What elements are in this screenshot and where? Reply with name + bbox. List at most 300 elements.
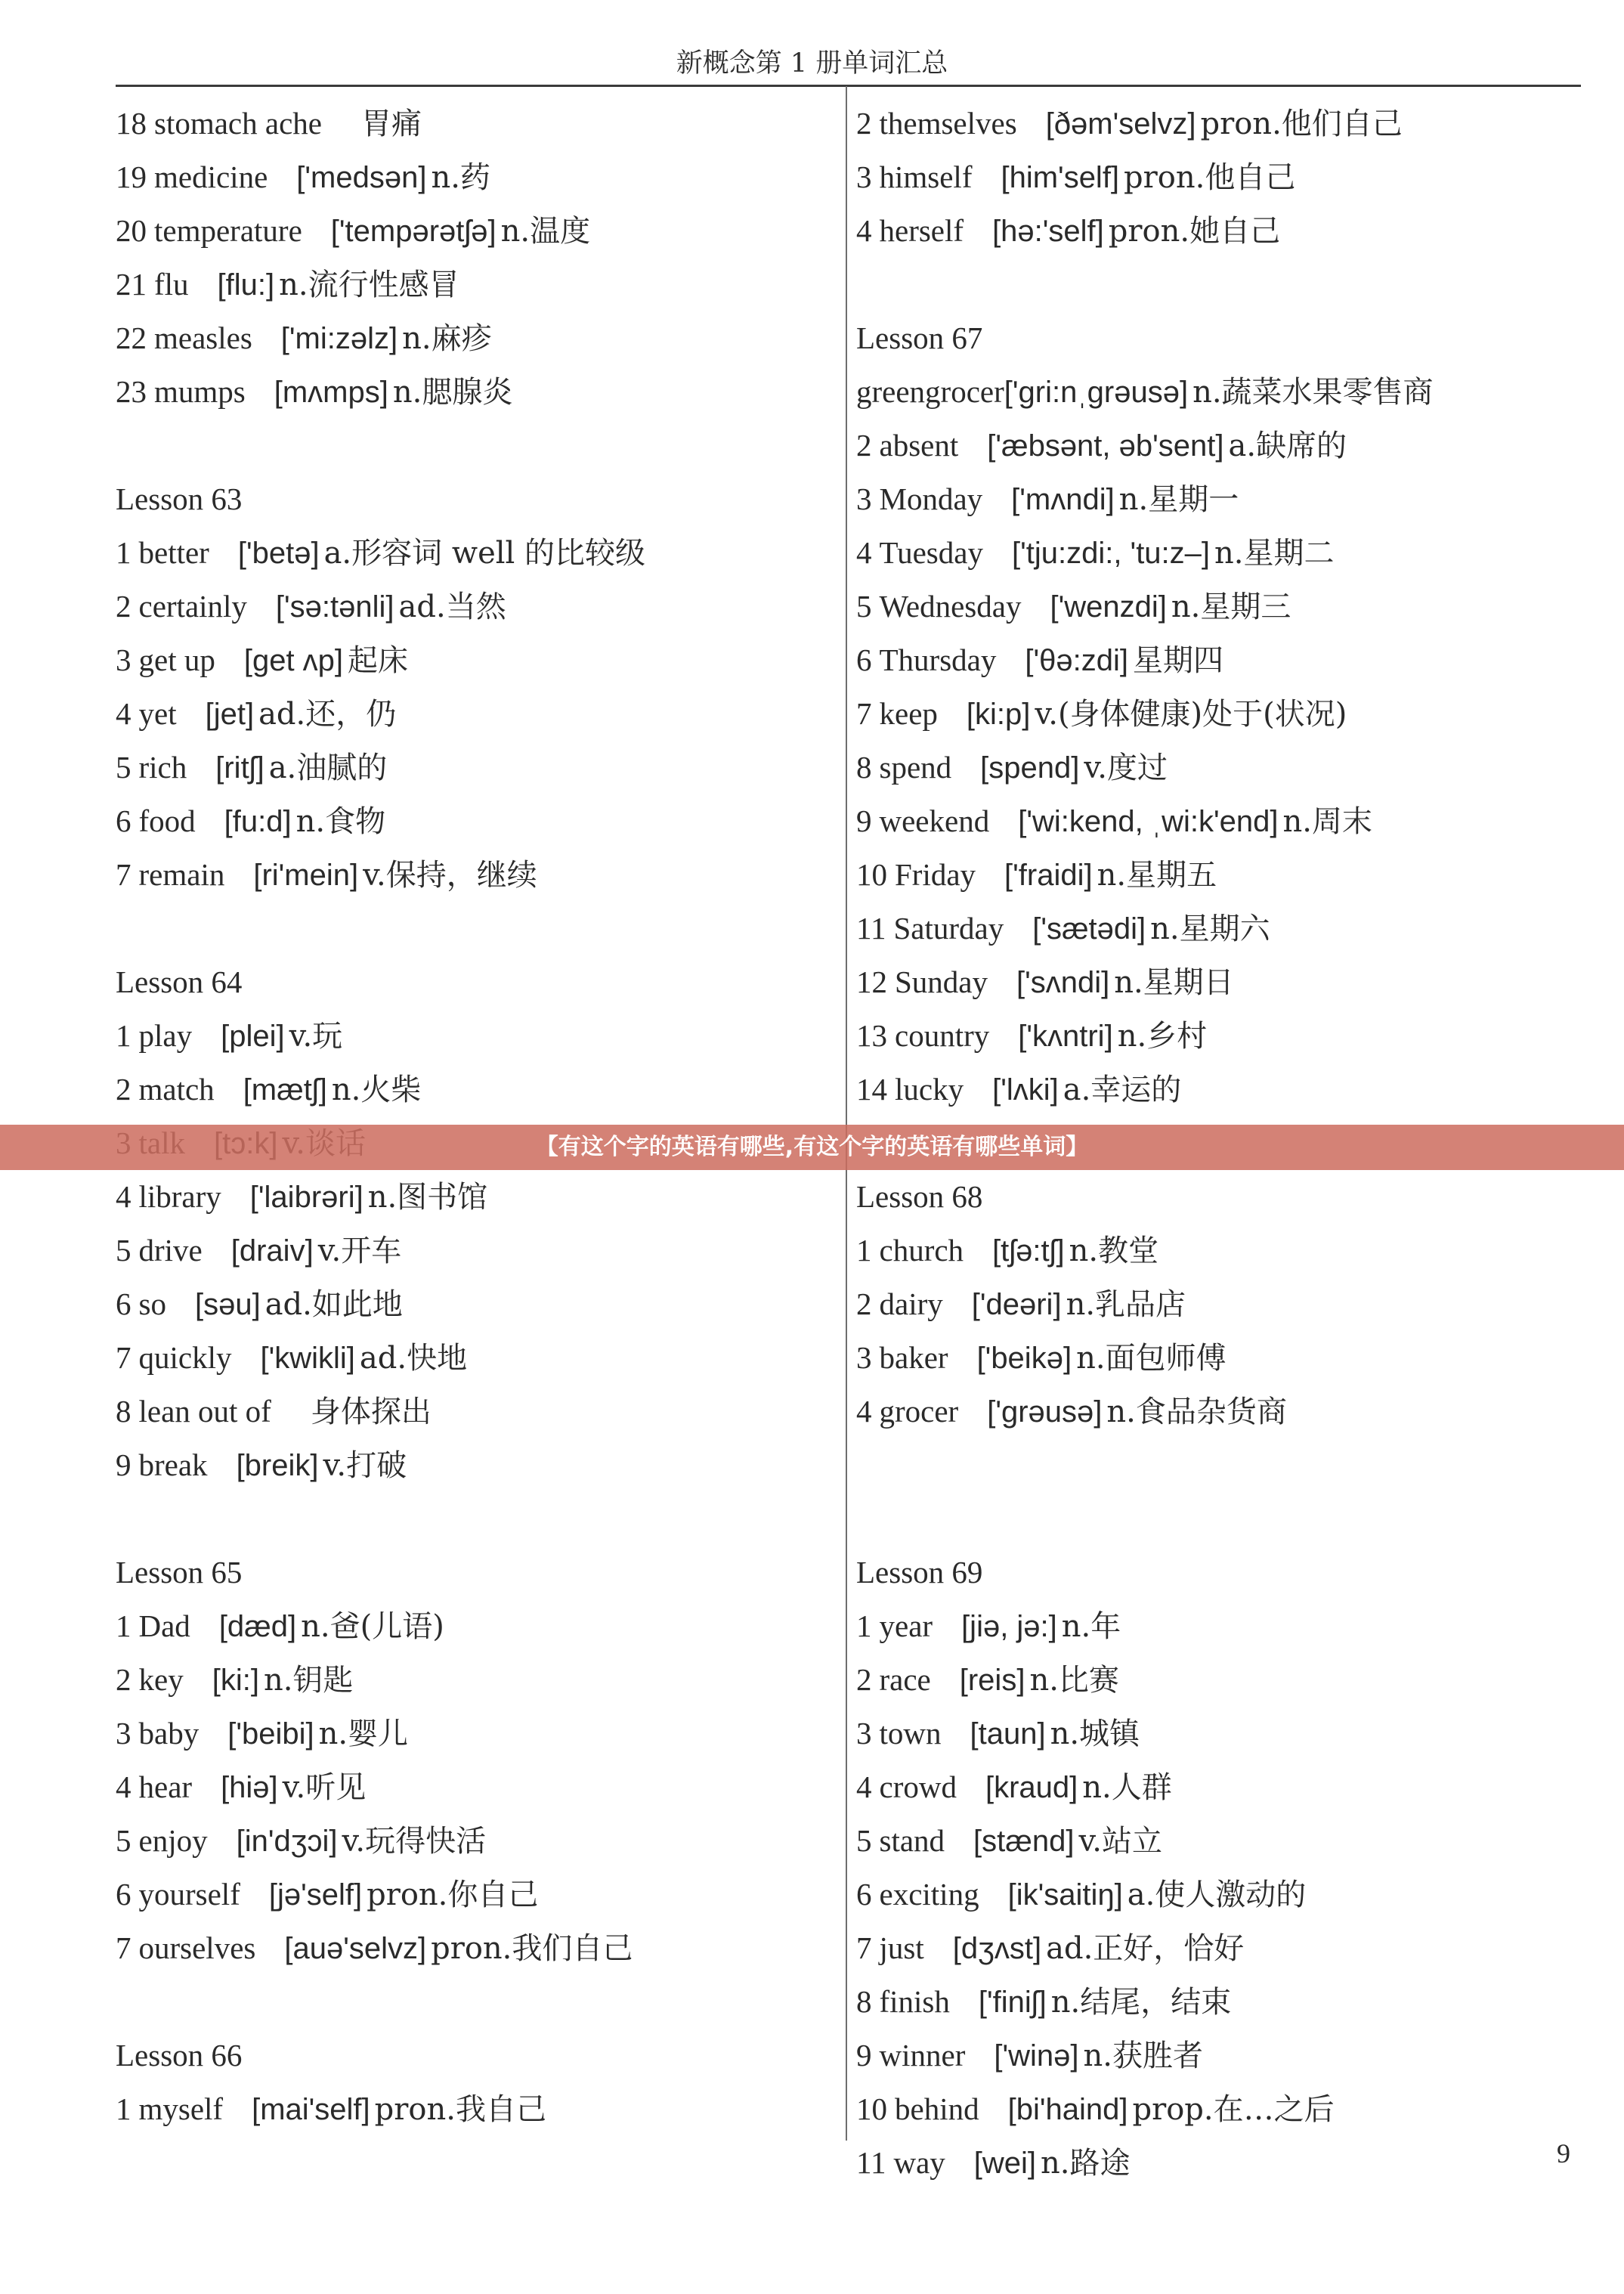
entry-number: 2 (116, 1072, 131, 1107)
entry-number: 4 (856, 1769, 872, 1804)
entry-word: race (879, 1662, 931, 1697)
blank-line (116, 1492, 834, 1546)
entry-definition: v.度过 (1084, 751, 1168, 785)
entry-word: herself (879, 213, 964, 248)
entry-definition: n.星期六 (1150, 912, 1270, 946)
vocab-entry (856, 1868, 1582, 1921)
entry-definition: n.爸(儿语) (301, 1609, 444, 1644)
vocab-entry (856, 1921, 1582, 1975)
entry-phonetic: ['sə:tənli] (275, 590, 394, 624)
entry-phonetic: ['θə:zdi] (1025, 644, 1128, 677)
entry-number: 3 (116, 642, 131, 677)
entry-word: Wednesday (879, 589, 1022, 624)
entry-number: 2 (856, 106, 872, 141)
entry-word: lean out of (138, 1394, 271, 1429)
vocab-entry (856, 580, 1582, 633)
entry-word: yourself (138, 1877, 240, 1912)
vocab-entry (116, 1009, 834, 1063)
entry-definition: n.周末 (1282, 804, 1372, 839)
vocab-entry (856, 1385, 1582, 1438)
entry-word: library (138, 1179, 221, 1214)
blank-line (856, 1438, 1582, 1492)
vocab-entry (856, 2136, 1582, 2190)
vocab-entry (116, 311, 834, 365)
entry-phonetic: [ritʃ] (215, 751, 264, 785)
entry-word: way (893, 2145, 945, 2180)
column-divider (846, 86, 847, 2141)
entry-definition: n.星期三 (1171, 590, 1291, 624)
vocab-entry (116, 1277, 834, 1331)
entry-phonetic: [mætʃ] (243, 1073, 327, 1107)
entry-definition: n.温度 (500, 214, 591, 249)
vocab-entry (856, 1707, 1582, 1760)
lesson-heading: Lesson 69 (856, 1555, 983, 1590)
entry-phonetic: ['kwikli] (260, 1342, 355, 1375)
entry-word: baby (138, 1716, 200, 1751)
vocab-entry (116, 526, 834, 580)
entry-number: 5 (116, 750, 131, 785)
entry-definition: n.药 (431, 160, 490, 195)
entry-number: 7 (856, 1930, 872, 1965)
page-number: 9 (1557, 2138, 1570, 2169)
vocab-entry (856, 419, 1582, 472)
entry-word: absent (879, 428, 959, 463)
entry-definition: n.比赛 (1029, 1663, 1119, 1698)
entry-phonetic: ['deəri] (971, 1288, 1062, 1321)
entry-definition: v.玩得快活 (342, 1824, 487, 1859)
entry-word: key (138, 1662, 184, 1697)
entry-word: rich (138, 750, 187, 785)
entry-definition: pron.你自己 (367, 1878, 539, 1912)
entry-word: Friday (895, 857, 976, 892)
entry-word: behind (895, 2091, 979, 2126)
entry-word: ourselves (138, 1930, 256, 1965)
entry-number: 2 (856, 1286, 872, 1321)
entry-definition: n.腮腺炎 (392, 375, 513, 410)
vocab-entry (116, 687, 834, 741)
entry-number: 5 (116, 1233, 131, 1268)
vocab-entry (116, 848, 834, 902)
entry-number: 4 (116, 1769, 131, 1804)
entry-definition: pron.他们自己 (1200, 107, 1403, 141)
vocab-entry (116, 365, 834, 419)
vocab-entry (116, 2082, 834, 2136)
entry-phonetic: ['sætədi] (1032, 912, 1146, 946)
entry-word: baker (879, 1340, 948, 1375)
entry-phonetic: ['wi:kend, ˌwi:k'end] (1018, 805, 1279, 838)
entry-number: 23 (116, 374, 147, 409)
entry-number: 1 (116, 2091, 131, 2126)
entry-number: 13 (856, 1018, 887, 1053)
entry-word: medicine (154, 159, 268, 194)
vocab-entry (856, 1814, 1582, 1868)
entry-phonetic: [ðəm'selvz] (1045, 107, 1196, 141)
vocab-entry (116, 1653, 834, 1707)
entry-number: 4 (856, 213, 872, 248)
entry-word: dairy (879, 1286, 943, 1321)
vocab-entry (856, 1975, 1582, 2029)
entry-phonetic: [dʒʌst] (952, 1932, 1042, 1965)
entry-phonetic: ['beikə] (976, 1342, 1072, 1375)
entry-word: country (895, 1018, 990, 1053)
entry-number: 1 (856, 1233, 872, 1268)
entry-number: 7 (116, 1340, 131, 1375)
entry-word: weekend (879, 803, 990, 838)
blank-line (116, 419, 834, 472)
entry-definition: ad.如此地 (264, 1287, 403, 1322)
entry-number: 19 (116, 159, 147, 194)
vocab-entry (116, 1707, 834, 1760)
entry-phonetic: [ki:] (212, 1664, 259, 1697)
entry-definition: a.形容词 well 的比较级 (323, 536, 646, 571)
entry-phonetic: ['mi:zəlz] (280, 322, 398, 355)
entry-word: Sunday (895, 964, 988, 999)
vocab-entry (116, 1170, 834, 1224)
entry-phonetic: ['medsən] (296, 161, 427, 194)
entry-word: Thursday (879, 642, 997, 677)
entry-definition: v.开车 (317, 1234, 402, 1268)
entry-definition: v.(身体健康)处于(状况) (1035, 697, 1347, 732)
entry-word: quickly (138, 1340, 232, 1375)
entry-word: church (879, 1233, 964, 1268)
entry-number: 18 (116, 106, 147, 141)
vocab-entry (856, 1009, 1582, 1063)
vocab-entry (856, 1063, 1582, 1116)
entry-number: 10 (856, 2091, 887, 2126)
entry-word: remain (138, 857, 225, 892)
entry-definition: pron.我自己 (374, 2092, 546, 2127)
entry-number: 21 (116, 267, 147, 302)
entry-number: 6 (116, 1877, 131, 1912)
vocab-entry (856, 472, 1582, 526)
vocab-entry (856, 365, 1582, 419)
entry-number: 22 (116, 320, 147, 355)
blank-line (856, 258, 1582, 311)
entry-number: 7 (116, 857, 131, 892)
entry-phonetic: [plei] (221, 1020, 285, 1053)
entry-word: grocer (879, 1394, 959, 1429)
entry-number: 8 (856, 1984, 872, 2019)
entry-phonetic: [ri'mein] (253, 859, 359, 892)
entry-word: temperature (154, 213, 302, 248)
entry-phonetic: [mai'self] (252, 2093, 370, 2126)
entry-definition: a.幸运的 (1063, 1073, 1182, 1107)
entry-definition: n.火柴 (331, 1073, 422, 1107)
entry-definition: n.人群 (1082, 1770, 1172, 1805)
entry-definition: v.保持，继续 (363, 858, 537, 893)
entry-word: greengrocer (856, 374, 1004, 409)
entry-phonetic: [taun] (970, 1717, 1046, 1751)
entry-definition: a.使人激动的 (1127, 1878, 1307, 1912)
entry-word: Saturday (893, 911, 1004, 946)
vocab-entry (116, 1599, 834, 1653)
entry-phonetic: ['kʌntri] (1018, 1020, 1113, 1053)
lesson-heading: Lesson 64 (116, 964, 243, 999)
entry-phonetic: ['mʌndi] (1011, 483, 1115, 516)
entry-definition: 星期四 (1132, 643, 1223, 678)
entry-definition: 起床 (348, 643, 409, 678)
vocab-entry (116, 1224, 834, 1277)
entry-number: 1 (116, 1018, 131, 1053)
entry-word: finish (879, 1984, 950, 2019)
entry-number: 4 (856, 535, 872, 570)
entry-word: lucky (895, 1072, 964, 1107)
vocab-entry (116, 1385, 834, 1438)
entry-number: 11 (856, 2145, 886, 2180)
lesson-heading: Lesson 66 (116, 2038, 243, 2073)
entry-phonetic: [jə'self] (268, 1878, 363, 1912)
entry-word: Monday (879, 481, 983, 516)
blank-line (116, 1975, 834, 2029)
overlay-banner (0, 1125, 1624, 1170)
entry-number: 5 (856, 589, 872, 624)
left-column (116, 97, 834, 2136)
entry-number: 14 (856, 1072, 887, 1107)
lesson-heading: Lesson 68 (856, 1179, 983, 1214)
entry-word: just (879, 1930, 924, 1965)
entry-number: 2 (856, 1662, 872, 1697)
banner-text: 【有这个字的英语有哪些,有这个字的英语有哪些单词】 (535, 1134, 1089, 1160)
entry-phonetic: [hə:'self] (992, 215, 1104, 248)
entry-number: 3 (116, 1716, 131, 1751)
vocab-entry (116, 580, 834, 633)
entry-number: 1 (856, 1608, 872, 1643)
vocab-entry (116, 1814, 834, 1868)
vocab-entry (116, 1438, 834, 1492)
entry-word: break (138, 1447, 208, 1482)
entry-number: 8 (856, 750, 872, 785)
entry-number: 6 (116, 803, 131, 838)
entry-word: yet (138, 696, 177, 731)
entry-number: 4 (856, 1394, 872, 1429)
entry-phonetic: [wei] (973, 2147, 1037, 2180)
entry-phonetic: ['tju:zdi:, 'tu:z–] (1011, 537, 1211, 570)
entry-phonetic: ['tempərətʃə] (330, 215, 496, 248)
vocab-entry (856, 1760, 1582, 1814)
entry-word: themselves (879, 106, 1017, 141)
entry-definition: a.缺席的 (1228, 429, 1347, 463)
entry-number: 10 (856, 857, 887, 892)
entry-word: mumps (154, 374, 246, 409)
entry-definition: pron.他自己 (1124, 160, 1296, 195)
entry-number: 3 (856, 1340, 872, 1375)
entry-word: crowd (879, 1769, 957, 1804)
lesson-heading: Lesson 65 (116, 1555, 243, 1590)
entry-definition: n.路途 (1041, 2146, 1131, 2181)
entry-number: 2 (116, 1662, 131, 1697)
vocab-entry (856, 1277, 1582, 1331)
entry-number: 1 (116, 1608, 131, 1643)
entry-definition: pron.她自己 (1108, 214, 1281, 249)
vocab-entry (856, 2029, 1582, 2082)
entry-number: 2 (116, 589, 131, 624)
vocab-entry (856, 526, 1582, 580)
entry-definition: ad.正好，恰好 (1046, 1931, 1245, 1966)
vocab-entry (116, 1868, 834, 1921)
entry-phonetic: ['beibi] (227, 1717, 314, 1751)
entry-definition: n.食物 (295, 804, 386, 839)
entry-definition: v.打破 (323, 1448, 407, 1483)
entry-word: town (879, 1716, 942, 1751)
entry-word: stand (879, 1823, 945, 1858)
entry-number: 5 (856, 1823, 872, 1858)
entry-number: 6 (856, 1877, 872, 1912)
entry-number: 3 (856, 1716, 872, 1751)
vocab-entry (116, 1921, 834, 1975)
entry-definition: n.流行性感冒 (279, 268, 459, 302)
lesson-heading: Lesson 63 (116, 481, 243, 516)
vocab-entry (856, 955, 1582, 1009)
vocab-entry (116, 633, 834, 687)
entry-word: year (879, 1608, 933, 1643)
entry-phonetic: [fu:d] (224, 805, 292, 838)
entry-number: 3 (856, 159, 872, 194)
entry-phonetic: ['laibrəri] (249, 1181, 363, 1214)
vocab-entry (856, 741, 1582, 794)
entry-definition: prop.在…之后 (1132, 2092, 1335, 2127)
vocab-entry (856, 794, 1582, 848)
entry-number: 1 (116, 535, 131, 570)
entry-definition: n.面包师傅 (1076, 1341, 1227, 1376)
entry-word: enjoy (138, 1823, 208, 1858)
entry-definition: n.年 (1061, 1609, 1121, 1644)
entry-phonetic: [draiv] (230, 1234, 314, 1268)
vocab-entry (856, 848, 1582, 902)
entry-definition: a.油腻的 (268, 751, 388, 785)
entry-definition: ad.当然 (398, 590, 506, 624)
entry-phonetic: [tʃə:tʃ] (992, 1234, 1065, 1268)
entry-word: measles (154, 320, 252, 355)
entry-word: so (138, 1286, 166, 1321)
entry-phonetic: [mʌmps] (274, 376, 388, 409)
entry-word: himself (879, 159, 973, 194)
entry-number: 7 (116, 1930, 131, 1965)
entry-phonetic: ['wenzdi] (1050, 590, 1167, 624)
entry-definition: n.图书馆 (367, 1180, 488, 1215)
vocab-entry (116, 97, 834, 150)
entry-word: myself (138, 2091, 224, 2126)
entry-definition: n.蔬菜水果零售商 (1192, 375, 1434, 410)
entry-word: exciting (879, 1877, 979, 1912)
entry-word: play (138, 1018, 193, 1053)
entry-definition: v.听见 (282, 1770, 367, 1805)
entry-word: spend (879, 750, 952, 785)
entry-phonetic: [ik'saitiŋ] (1007, 1878, 1123, 1912)
entry-number: 20 (116, 213, 147, 248)
entry-word: drive (138, 1233, 203, 1268)
entry-word: flu (154, 267, 189, 302)
vocab-entry (856, 1224, 1582, 1277)
entry-number: 9 (856, 803, 872, 838)
entry-definition: n.城镇 (1050, 1717, 1140, 1751)
entry-definition: n.婴儿 (318, 1717, 409, 1751)
entry-number: 7 (856, 696, 872, 731)
entry-phonetic: [jet] (205, 698, 255, 731)
vocab-entry (856, 1653, 1582, 1707)
entry-phonetic: ['grəusə] (987, 1395, 1103, 1429)
entry-word: Dad (138, 1608, 190, 1643)
entry-number: 6 (116, 1286, 131, 1321)
entry-definition: n.星期一 (1118, 482, 1239, 517)
vocab-entry (856, 902, 1582, 955)
entry-phonetic: [hiə] (221, 1771, 278, 1804)
entry-definition: n.获胜者 (1083, 2039, 1203, 2073)
entry-definition: n.乳品店 (1066, 1287, 1186, 1322)
entry-definition: n.钥匙 (263, 1663, 354, 1698)
entry-phonetic: [reis] (959, 1664, 1025, 1697)
entry-definition: n.结尾，结束 (1050, 1985, 1232, 2020)
entry-number: 9 (856, 2038, 872, 2073)
vocab-entry (116, 794, 834, 848)
entry-definition: v.站立 (1078, 1824, 1163, 1859)
entry-definition: 胃痛 (360, 107, 422, 141)
entry-phonetic: [breik] (236, 1449, 319, 1482)
entry-number: 12 (856, 964, 887, 999)
vocab-entry (116, 1063, 834, 1116)
entry-phonetic: ['gri:nˌgrəusə] (1004, 376, 1189, 409)
entry-number: 3 (856, 481, 872, 516)
header-rule (116, 85, 1581, 87)
blank-line (856, 1492, 1582, 1546)
entry-definition: n.星期五 (1097, 858, 1217, 893)
vocab-entry (856, 1599, 1582, 1653)
entry-phonetic: ['finiʃ] (978, 1986, 1047, 2019)
entry-word: certainly (138, 589, 247, 624)
entry-phonetic: [him'self] (1001, 161, 1120, 194)
entry-number: 6 (856, 642, 872, 677)
lesson-heading: Lesson 67 (856, 320, 983, 355)
entry-word: winner (879, 2038, 966, 2073)
vocab-entry (856, 2082, 1582, 2136)
entry-phonetic: ['betə] (237, 537, 320, 570)
entry-definition: v.玩 (289, 1019, 343, 1054)
entry-word: keep (879, 696, 938, 731)
entry-number: 5 (116, 1823, 131, 1858)
entry-definition: pron.我们自己 (431, 1931, 633, 1966)
entry-definition: n.星期二 (1214, 536, 1335, 571)
entry-word: better (138, 535, 209, 570)
entry-phonetic: [get ʌp] (243, 644, 344, 677)
vocab-entry (116, 1331, 834, 1385)
entry-definition: n.乡村 (1117, 1019, 1208, 1054)
entry-number: 4 (116, 1179, 131, 1214)
entry-number: 2 (856, 428, 872, 463)
entry-phonetic: ['fraidi] (1004, 859, 1093, 892)
entry-definition: n.食品杂货商 (1106, 1395, 1287, 1429)
entry-definition: ad.还，仍 (258, 697, 397, 732)
vocab-entry (856, 97, 1582, 150)
entry-phonetic: [bi'haind] (1007, 2093, 1128, 2126)
entry-word: match (138, 1072, 215, 1107)
entry-number: 9 (116, 1447, 131, 1482)
entry-number: 11 (856, 911, 886, 946)
entry-phonetic: [auə'selvz] (284, 1932, 427, 1965)
entry-phonetic: [jiə, jə:] (961, 1610, 1057, 1643)
entry-word: food (138, 803, 196, 838)
entry-word: get up (138, 642, 215, 677)
vocab-entry (856, 1331, 1582, 1385)
entry-phonetic: [səu] (194, 1288, 261, 1321)
vocab-entry (116, 741, 834, 794)
blank-line (116, 902, 834, 955)
entry-phonetic: ['winə] (994, 2039, 1079, 2073)
vocab-entry (856, 687, 1582, 741)
entry-definition: ad.快地 (359, 1341, 468, 1376)
page-title: 新概念第 1 册单词汇总 (676, 48, 948, 79)
vocab-entry (116, 258, 834, 311)
vocab-entry (116, 1760, 834, 1814)
entry-phonetic: ['sʌndi] (1016, 966, 1110, 999)
